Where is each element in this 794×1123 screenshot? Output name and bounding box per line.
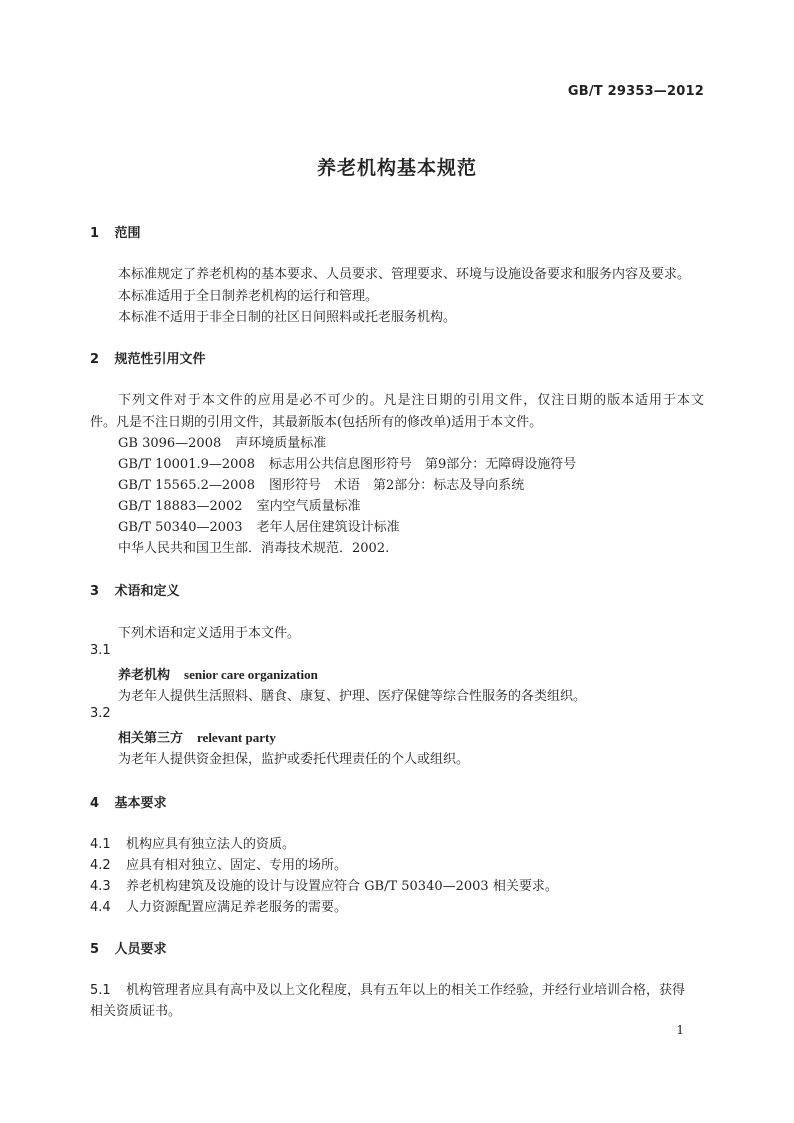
term-number: 3.1 [90,643,111,658]
reference-code: GB/T 50340—2003 [118,520,243,535]
term-definition: 为老年人提供资金担保，监护或委托代理责任的个人或组织。 [118,752,470,767]
clause-text: 养老机构建筑及设施的设计与设置应符合 GB/T 50340—2003 相关要求。 [126,879,558,894]
term-english: senior care organization [184,667,318,682]
reference-title: 老年人居住建筑设计标准 [256,520,400,535]
reference-item [118,474,704,493]
section-title: 基本要求 [114,796,167,811]
clause-text: 机构应具有独立法人的资质。 [126,837,296,852]
section-title: 范围 [114,226,141,241]
clause-number: 5.1 [90,983,111,998]
paragraph: 下列术语和定义适用于本文件。 [118,626,301,641]
clause-number: 4.1 [90,837,111,852]
clause-text: 机构管理者应具有高中及以上文化程度，具有五年以上的相关工作经验，并经行业培训合格，获得 [126,983,686,998]
reference-code: GB/T 18883—2002 [118,499,243,514]
reference-title: 图形符号 术语 第2部分：标志及导向系统 [268,478,525,493]
term-number: 3.2 [90,706,111,721]
reference-item [118,495,704,514]
reference-item [118,537,704,556]
section-number: 3 [90,584,100,599]
reference-title: 标志用公共信息图形符号 第9部分：无障碍设施符号 [268,457,577,472]
section-3-heading [90,580,180,599]
paragraph: 下列文件对于本文件的应用是必不可少的。凡是注日期的引用文件，仅注日期的版本适用于本文 [118,393,704,408]
reference-title: 室内空气质量标准 [256,499,361,514]
reference-title: 声环境质量标准 [235,436,327,451]
section-title: 规范性引用文件 [114,352,206,367]
page-number: 1 [676,1023,684,1037]
clause-number: 4.3 [90,879,111,894]
term-chinese: 相关第三方 [118,731,184,746]
clause-number: 4.2 [90,858,111,873]
section-number: 4 [90,796,100,811]
clause-item [90,833,295,852]
reference-item [118,453,704,472]
section-5-heading [90,938,167,957]
term-english: relevant party [197,730,276,745]
section-number: 5 [90,942,100,957]
clause-text-continued: 相关资质证书。 [90,1004,182,1019]
reference-item [118,516,704,535]
paragraph: 件。凡是不注日期的引用文件，其最新版本(包括所有的修改单)适用于本文件。 [90,415,543,430]
section-title: 人员要求 [114,942,167,957]
term-entry [118,664,318,683]
term-chinese: 养老机构 [118,668,171,683]
section-title: 术语和定义 [114,584,180,599]
reference-code: GB 3096—2008 [118,436,222,451]
paragraph: 本标准规定了养老机构的基本要求、人员要求、管理要求、环境与设施设备要求和服务内容及要求。 [118,267,691,282]
term-entry [118,727,276,746]
clause-item [90,979,704,998]
clause-text: 人力资源配置应满足养老服务的需要。 [126,900,348,915]
standard-code: GB/T 29353—2012 [567,84,704,99]
section-1-heading [90,222,141,241]
section-number: 1 [90,226,100,241]
term-definition: 为老年人提供生活照料、膳食、康复、护理、医疗保健等综合性服务的各类组织。 [118,689,587,704]
reference-title: 中华人民共和国卫生部．消毒技术规范．2002. [118,541,390,556]
paragraph: 本标准不适用于非全日制的社区日间照料或托老服务机构。 [118,310,457,325]
reference-code: GB/T 10001.9—2008 [118,457,255,472]
reference-item [118,432,704,451]
reference-code: GB/T 15565.2—2008 [118,478,255,493]
section-4-heading [90,792,167,811]
section-2-heading [90,348,206,367]
paragraph: 本标准适用于全日制养老机构的运行和管理。 [118,289,379,304]
document-title: 养老机构基本规范 [316,157,477,179]
clause-text: 应具有相对独立、固定、专用的场所。 [126,858,348,873]
clause-number: 4.4 [90,900,111,915]
clause-item [90,875,558,894]
clause-item [90,854,347,873]
clause-item [90,896,347,915]
section-number: 2 [90,352,100,367]
